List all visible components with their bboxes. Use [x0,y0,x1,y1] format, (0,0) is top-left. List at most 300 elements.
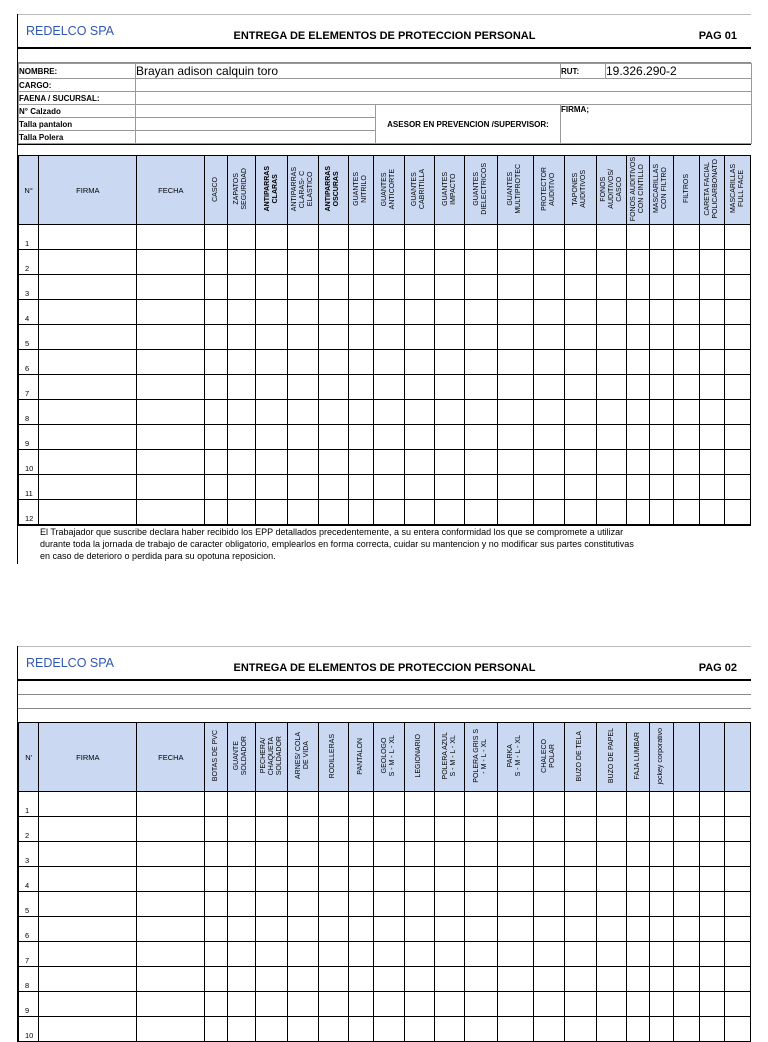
item-check-cell[interactable] [374,792,404,817]
item-check-cell[interactable] [596,250,626,275]
item-check-cell[interactable] [497,250,533,275]
item-check-cell[interactable] [497,475,533,500]
item-check-cell[interactable] [497,400,533,425]
item-check-cell[interactable] [596,942,626,967]
item-check-cell[interactable] [534,892,564,917]
item-check-cell[interactable] [564,225,596,250]
item-check-cell[interactable] [725,1017,751,1042]
item-check-cell[interactable] [564,275,596,300]
item-check-cell[interactable] [700,450,725,475]
item-check-cell[interactable] [596,325,626,350]
firma-cell[interactable] [39,892,137,917]
item-check-cell[interactable] [318,942,348,967]
item-check-cell[interactable] [255,867,287,892]
item-check-cell[interactable] [288,375,318,400]
item-check-cell[interactable] [497,817,533,842]
item-check-cell[interactable] [288,450,318,475]
item-check-cell[interactable] [497,425,533,450]
item-check-cell[interactable] [564,450,596,475]
item-check-cell[interactable] [227,792,255,817]
firma-cell[interactable] [39,817,137,842]
item-check-cell[interactable] [534,450,564,475]
item-check-cell[interactable] [700,325,725,350]
item-check-cell[interactable] [318,250,348,275]
item-check-cell[interactable] [497,842,533,867]
item-check-cell[interactable] [596,792,626,817]
item-check-cell[interactable] [288,892,318,917]
item-check-cell[interactable] [435,892,465,917]
item-check-cell[interactable] [564,967,596,992]
item-check-cell[interactable] [725,992,751,1017]
item-check-cell[interactable] [404,225,434,250]
item-check-cell[interactable] [435,917,465,942]
item-check-cell[interactable] [673,867,699,892]
item-check-cell[interactable] [596,500,626,525]
fecha-cell[interactable] [137,967,205,992]
item-check-cell[interactable] [596,425,626,450]
item-check-cell[interactable] [288,475,318,500]
item-check-cell[interactable] [205,225,227,250]
item-check-cell[interactable] [227,275,255,300]
item-check-cell[interactable] [673,400,699,425]
item-check-cell[interactable] [404,425,434,450]
item-check-cell[interactable] [374,325,404,350]
item-check-cell[interactable] [374,500,404,525]
item-check-cell[interactable] [374,967,404,992]
item-check-cell[interactable] [497,992,533,1017]
item-check-cell[interactable] [205,300,227,325]
item-check-cell[interactable] [673,892,699,917]
item-check-cell[interactable] [465,300,497,325]
item-check-cell[interactable] [465,967,497,992]
item-check-cell[interactable] [564,475,596,500]
item-check-cell[interactable] [596,867,626,892]
item-check-cell[interactable] [348,500,373,525]
item-check-cell[interactable] [673,917,699,942]
item-check-cell[interactable] [348,917,373,942]
item-check-cell[interactable] [564,892,596,917]
item-check-cell[interactable] [227,842,255,867]
fecha-cell[interactable] [137,867,205,892]
item-check-cell[interactable] [435,450,465,475]
item-check-cell[interactable] [564,425,596,450]
item-check-cell[interactable] [649,942,673,967]
item-check-cell[interactable] [673,792,699,817]
item-check-cell[interactable] [255,250,287,275]
firma-cell[interactable] [39,917,137,942]
item-check-cell[interactable] [318,917,348,942]
item-check-cell[interactable] [288,992,318,1017]
fecha-cell[interactable] [137,500,205,525]
item-check-cell[interactable] [725,375,751,400]
item-check-cell[interactable] [465,425,497,450]
item-check-cell[interactable] [673,942,699,967]
item-check-cell[interactable] [465,817,497,842]
item-check-cell[interactable] [255,817,287,842]
item-check-cell[interactable] [465,842,497,867]
item-check-cell[interactable] [700,967,725,992]
item-check-cell[interactable] [435,867,465,892]
item-check-cell[interactable] [348,375,373,400]
item-check-cell[interactable] [497,225,533,250]
item-check-cell[interactable] [205,792,227,817]
item-check-cell[interactable] [435,375,465,400]
item-check-cell[interactable] [318,225,348,250]
item-check-cell[interactable] [725,475,751,500]
item-check-cell[interactable] [255,400,287,425]
item-check-cell[interactable] [534,400,564,425]
item-check-cell[interactable] [465,942,497,967]
item-check-cell[interactable] [255,792,287,817]
item-check-cell[interactable] [627,400,649,425]
item-check-cell[interactable] [374,842,404,867]
item-check-cell[interactable] [596,350,626,375]
item-check-cell[interactable] [288,867,318,892]
item-check-cell[interactable] [649,842,673,867]
item-check-cell[interactable] [627,942,649,967]
item-check-cell[interactable] [404,450,434,475]
item-check-cell[interactable] [649,967,673,992]
item-check-cell[interactable] [227,817,255,842]
item-check-cell[interactable] [465,375,497,400]
item-check-cell[interactable] [205,500,227,525]
item-check-cell[interactable] [649,300,673,325]
item-check-cell[interactable] [227,917,255,942]
item-check-cell[interactable] [649,375,673,400]
item-check-cell[interactable] [288,967,318,992]
item-check-cell[interactable] [288,792,318,817]
item-check-cell[interactable] [348,350,373,375]
item-check-cell[interactable] [348,400,373,425]
item-check-cell[interactable] [649,475,673,500]
item-check-cell[interactable] [404,500,434,525]
item-check-cell[interactable] [725,917,751,942]
nombre-value[interactable]: Brayan adison calquin toro [136,64,561,79]
fecha-cell[interactable] [137,425,205,450]
calzado-field[interactable] [136,105,376,118]
fecha-cell[interactable] [137,275,205,300]
item-check-cell[interactable] [497,450,533,475]
item-check-cell[interactable] [288,500,318,525]
item-check-cell[interactable] [534,500,564,525]
item-check-cell[interactable] [255,275,287,300]
item-check-cell[interactable] [255,300,287,325]
item-check-cell[interactable] [564,1017,596,1042]
item-check-cell[interactable] [404,325,434,350]
cargo-field[interactable] [136,79,752,92]
item-check-cell[interactable] [255,350,287,375]
item-check-cell[interactable] [649,350,673,375]
firma-cell[interactable] [39,425,137,450]
item-check-cell[interactable] [348,942,373,967]
item-check-cell[interactable] [596,300,626,325]
item-check-cell[interactable] [673,425,699,450]
item-check-cell[interactable] [627,817,649,842]
item-check-cell[interactable] [673,475,699,500]
item-check-cell[interactable] [534,475,564,500]
item-check-cell[interactable] [288,1017,318,1042]
item-check-cell[interactable] [374,400,404,425]
item-check-cell[interactable] [673,350,699,375]
item-check-cell[interactable] [255,225,287,250]
item-check-cell[interactable] [318,792,348,817]
item-check-cell[interactable] [649,917,673,942]
item-check-cell[interactable] [497,967,533,992]
item-check-cell[interactable] [435,967,465,992]
item-check-cell[interactable] [255,475,287,500]
item-check-cell[interactable] [255,992,287,1017]
item-check-cell[interactable] [465,225,497,250]
item-check-cell[interactable] [255,1017,287,1042]
item-check-cell[interactable] [435,475,465,500]
item-check-cell[interactable] [435,842,465,867]
item-check-cell[interactable] [700,400,725,425]
firma-cell[interactable] [39,300,137,325]
item-check-cell[interactable] [318,867,348,892]
firma-cell[interactable] [39,475,137,500]
item-check-cell[interactable] [318,842,348,867]
item-check-cell[interactable] [374,275,404,300]
item-check-cell[interactable] [465,892,497,917]
item-check-cell[interactable] [227,300,255,325]
item-check-cell[interactable] [404,992,434,1017]
item-check-cell[interactable] [205,325,227,350]
item-check-cell[interactable] [534,225,564,250]
item-check-cell[interactable] [649,450,673,475]
firma-cell[interactable] [39,225,137,250]
fecha-cell[interactable] [137,892,205,917]
item-check-cell[interactable] [649,867,673,892]
item-check-cell[interactable] [596,475,626,500]
polera-field[interactable] [136,131,376,144]
firma-cell[interactable] [39,325,137,350]
item-check-cell[interactable] [497,375,533,400]
item-check-cell[interactable] [627,992,649,1017]
fecha-cell[interactable] [137,817,205,842]
item-check-cell[interactable] [205,817,227,842]
rut-value[interactable]: 19.326.290-2 [606,64,752,79]
item-check-cell[interactable] [404,250,434,275]
fecha-cell[interactable] [137,300,205,325]
item-check-cell[interactable] [700,425,725,450]
item-check-cell[interactable] [288,917,318,942]
item-check-cell[interactable] [404,867,434,892]
item-check-cell[interactable] [435,325,465,350]
item-check-cell[interactable] [725,792,751,817]
fecha-cell[interactable] [137,325,205,350]
firma-cell[interactable] [39,867,137,892]
firma-cell[interactable] [39,792,137,817]
item-check-cell[interactable] [374,375,404,400]
item-check-cell[interactable] [649,425,673,450]
item-check-cell[interactable] [404,917,434,942]
item-check-cell[interactable] [404,1017,434,1042]
item-check-cell[interactable] [227,450,255,475]
item-check-cell[interactable] [465,1017,497,1042]
fecha-cell[interactable] [137,400,205,425]
item-check-cell[interactable] [700,300,725,325]
item-check-cell[interactable] [673,250,699,275]
item-check-cell[interactable] [725,967,751,992]
item-check-cell[interactable] [255,892,287,917]
item-check-cell[interactable] [227,967,255,992]
item-check-cell[interactable] [497,942,533,967]
item-check-cell[interactable] [673,450,699,475]
item-check-cell[interactable] [564,375,596,400]
item-check-cell[interactable] [435,500,465,525]
item-check-cell[interactable] [227,892,255,917]
item-check-cell[interactable] [725,942,751,967]
item-check-cell[interactable] [497,792,533,817]
firma-cell[interactable] [39,842,137,867]
item-check-cell[interactable] [673,1017,699,1042]
item-check-cell[interactable] [435,1017,465,1042]
item-check-cell[interactable] [227,475,255,500]
item-check-cell[interactable] [700,942,725,967]
item-check-cell[interactable] [288,300,318,325]
item-check-cell[interactable] [318,1017,348,1042]
item-check-cell[interactable] [534,967,564,992]
item-check-cell[interactable] [596,450,626,475]
item-check-cell[interactable] [288,942,318,967]
item-check-cell[interactable] [348,225,373,250]
item-check-cell[interactable] [534,425,564,450]
item-check-cell[interactable] [404,350,434,375]
fecha-cell[interactable] [137,992,205,1017]
item-check-cell[interactable] [404,400,434,425]
item-check-cell[interactable] [374,350,404,375]
item-check-cell[interactable] [318,375,348,400]
item-check-cell[interactable] [465,350,497,375]
item-check-cell[interactable] [227,400,255,425]
item-check-cell[interactable] [404,892,434,917]
item-check-cell[interactable] [534,325,564,350]
fecha-cell[interactable] [137,1017,205,1042]
item-check-cell[interactable] [205,425,227,450]
item-check-cell[interactable] [564,350,596,375]
item-check-cell[interactable] [465,275,497,300]
item-check-cell[interactable] [227,425,255,450]
item-check-cell[interactable] [465,867,497,892]
item-check-cell[interactable] [673,375,699,400]
item-check-cell[interactable] [596,225,626,250]
item-check-cell[interactable] [205,250,227,275]
firma-cell[interactable] [39,275,137,300]
fecha-cell[interactable] [137,475,205,500]
fecha-cell[interactable] [137,250,205,275]
item-check-cell[interactable] [318,300,348,325]
item-check-cell[interactable] [435,992,465,1017]
item-check-cell[interactable] [318,475,348,500]
item-check-cell[interactable] [725,817,751,842]
item-check-cell[interactable] [627,450,649,475]
firma-cell[interactable] [39,967,137,992]
fecha-cell[interactable] [137,350,205,375]
item-check-cell[interactable] [318,892,348,917]
item-check-cell[interactable] [465,325,497,350]
item-check-cell[interactable] [205,1017,227,1042]
item-check-cell[interactable] [534,300,564,325]
item-check-cell[interactable] [435,425,465,450]
item-check-cell[interactable] [227,325,255,350]
item-check-cell[interactable] [205,967,227,992]
item-check-cell[interactable] [288,325,318,350]
item-check-cell[interactable] [725,350,751,375]
item-check-cell[interactable] [435,225,465,250]
item-check-cell[interactable] [627,1017,649,1042]
item-check-cell[interactable] [374,425,404,450]
item-check-cell[interactable] [534,942,564,967]
item-check-cell[interactable] [673,500,699,525]
item-check-cell[interactable] [404,842,434,867]
item-check-cell[interactable] [205,867,227,892]
item-check-cell[interactable] [534,842,564,867]
item-check-cell[interactable] [435,400,465,425]
item-check-cell[interactable] [205,475,227,500]
item-check-cell[interactable] [435,942,465,967]
item-check-cell[interactable] [725,500,751,525]
faena-field[interactable] [136,92,752,105]
firma-cell[interactable] [39,1017,137,1042]
item-check-cell[interactable] [288,250,318,275]
item-check-cell[interactable] [700,867,725,892]
item-check-cell[interactable] [627,892,649,917]
item-check-cell[interactable] [348,867,373,892]
item-check-cell[interactable] [288,842,318,867]
item-check-cell[interactable] [596,992,626,1017]
item-check-cell[interactable] [564,500,596,525]
item-check-cell[interactable] [564,325,596,350]
item-check-cell[interactable] [725,867,751,892]
item-check-cell[interactable] [627,250,649,275]
item-check-cell[interactable] [227,1017,255,1042]
item-check-cell[interactable] [649,325,673,350]
item-check-cell[interactable] [255,842,287,867]
item-check-cell[interactable] [497,325,533,350]
item-check-cell[interactable] [255,917,287,942]
item-check-cell[interactable] [205,917,227,942]
item-check-cell[interactable] [318,817,348,842]
item-check-cell[interactable] [700,992,725,1017]
item-check-cell[interactable] [534,867,564,892]
item-check-cell[interactable] [374,250,404,275]
item-check-cell[interactable] [673,992,699,1017]
item-check-cell[interactable] [348,992,373,1017]
item-check-cell[interactable] [627,475,649,500]
item-check-cell[interactable] [404,375,434,400]
item-check-cell[interactable] [374,992,404,1017]
item-check-cell[interactable] [404,817,434,842]
item-check-cell[interactable] [205,275,227,300]
item-check-cell[interactable] [497,917,533,942]
item-check-cell[interactable] [627,842,649,867]
item-check-cell[interactable] [374,942,404,967]
item-check-cell[interactable] [348,300,373,325]
item-check-cell[interactable] [700,500,725,525]
item-check-cell[interactable] [404,967,434,992]
item-check-cell[interactable] [318,992,348,1017]
item-check-cell[interactable] [404,475,434,500]
item-check-cell[interactable] [255,942,287,967]
item-check-cell[interactable] [627,967,649,992]
item-check-cell[interactable] [465,500,497,525]
item-check-cell[interactable] [627,325,649,350]
item-check-cell[interactable] [348,450,373,475]
item-check-cell[interactable] [649,500,673,525]
item-check-cell[interactable] [627,275,649,300]
fecha-cell[interactable] [137,375,205,400]
item-check-cell[interactable] [534,375,564,400]
